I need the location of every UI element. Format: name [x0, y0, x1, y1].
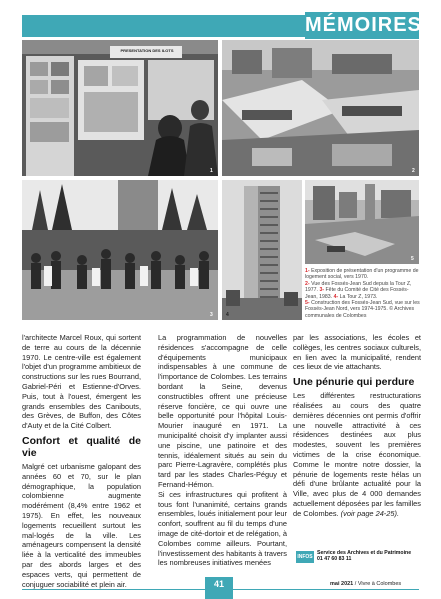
- photo-number: 1: [210, 168, 213, 174]
- page-reference: (voir page 24-25).: [340, 508, 400, 518]
- article-column-2: [158, 333, 287, 568]
- caption-text: Vue des Fossés-Jean Sud depuis la Tour Z, 1977.: [305, 280, 412, 294]
- article-paragraph: l'architecte Marcel Roux, qui sortent de terre au cours de la décennie 1970. Le centre-ville est également l'objet d'un programme ambitieux de constructions sur les rues Bourrand, Gabriel-Péri et Estienne-d'Orves. Puis, tout à l'ouest, émergent les grands ensembles des Canibouts, des Grèves, de Buffon, des Côtes d'Auty et de la Cité Colbert.: [22, 333, 141, 431]
- caption-item: [305, 268, 421, 281]
- caption-number: 2-: [305, 280, 310, 287]
- photo-number: 2: [412, 168, 415, 174]
- caption-text: Fête du Comité de Cité des Fossés-Jean, 1983.: [305, 287, 409, 300]
- page-number: 41: [213, 579, 224, 589]
- photo-festival: [22, 180, 218, 320]
- aerial-view-illustration: [222, 40, 419, 176]
- infos-text: [317, 550, 411, 563]
- photo-number: 3: [210, 312, 213, 318]
- article-paragraph: par les associations, les écoles et collèges, les centres sociaux culturels, en lien avec la municipalité, rendent ces lieux de vie attachants.: [293, 333, 421, 372]
- article-paragraph: La programmation de nouvelles résidences s'accompagne de celle d'équipements municipaux indispensables à une commune de l'importance de Colombes. Les terrains bordant la Seine, devenus constructibles offrent une précieuse réserve foncière, ce qui ouvre une belle opportunité pour l'hôpital Louis-Mourier inauguré en 1971. La municipalité choisit d'y implanter aussi une piscine, une patinoire et des tennis, idéalement situés au sein du parc Pierre-Lagravère, complétés plus tard par les stades Charles-Péguy et Fernand-Hémon.: [158, 333, 287, 489]
- footer-date: mai 2021: [330, 581, 354, 587]
- infos-service: Service des Archives et du Patrimoine: [317, 550, 412, 556]
- construction-illustration: [305, 180, 419, 264]
- caption-text: Exposition de présentation d'un programme de logement social, vers 1970.: [305, 268, 419, 281]
- infos-badge: INFOS: [296, 551, 314, 563]
- article-paragraph: Malgré cet urbanisme galopant des années 60 et 70, sur le plan démographique, la population colombienne augmente modérément (8,4% entre 1962 et 1975). En effet, les nouveaux logements recueillent surtout les mal-logés de la ville. Les aménageurs compensent la densité liée à la verticalité des immeubles par des abords larges et des espaces verts, qui permettent de conjuguer sociabilité et plein air.: [22, 461, 141, 589]
- caption-number: 4-: [333, 293, 339, 300]
- article-paragraph: [293, 391, 421, 518]
- article-column-1: [22, 333, 141, 589]
- photo-construction: [305, 180, 419, 264]
- photo-number: 5: [411, 256, 414, 262]
- photo-exhibition: [22, 40, 218, 176]
- footer-publication-name: / Vivre à Colombes: [354, 581, 402, 587]
- festival-illustration: [22, 180, 218, 320]
- article-heading: Une pénurie qui perdure: [293, 376, 415, 389]
- article-text: Les différentes restructurations réalisées au cours des quatre dernières décennies ont permis d'offrir une nouvelle attractivité à ces résidences destinées aux plus modestes, souvent les premières victimes de la crise économique. Comme le montre notre dossier, la pénurie de logements reste hélas un défi d'une brûlante actualité pour la Ville, avec plus de 4 000 demandes actuellement déposées par les familles de Colombes.: [293, 391, 421, 518]
- article-heading: Confort et qualité de vie: [22, 434, 141, 459]
- tower-illustration: [222, 180, 302, 320]
- photo-caption: [305, 268, 421, 319]
- caption-number: 1-: [305, 268, 310, 274]
- footer-publication: [330, 581, 401, 587]
- caption-item: [305, 300, 421, 319]
- caption-number: 5-: [305, 300, 310, 307]
- photo-tower: [222, 180, 302, 320]
- photo-number: 4: [226, 312, 229, 318]
- caption-item: [305, 281, 421, 300]
- article-paragraph: Si ces infrastructures qui profitent à tous font l'unanimité, certains grands ensembles, loués initialement pour leur confort, souffrent au fil du temps d'une image de cité-dortoir et de relégation, à Colombes comme ailleurs. Pourtant, l'investissement des habitants à travers les nombreuses initiatives menées: [158, 489, 287, 568]
- article-column-3: [293, 333, 421, 519]
- section-title: MÉMOIRES: [305, 12, 419, 39]
- infos-phone: 01 47 60 83 11: [317, 556, 352, 563]
- caption-text: La Tour Z, 1973.: [339, 293, 378, 300]
- caption-number: 3-: [319, 287, 325, 294]
- photo-aerial-view: [222, 40, 419, 176]
- caption-text: Construction des Fossés-Jean Sud, vue sur les Fossés-Jean Nord, vers 1974-1975. © Archives communales de Colombes: [305, 300, 420, 319]
- exhibition-illustration: [22, 40, 218, 176]
- infos-box: [296, 549, 421, 573]
- exhibition-sign: PRESENTATION DES ILOTS: [120, 48, 174, 53]
